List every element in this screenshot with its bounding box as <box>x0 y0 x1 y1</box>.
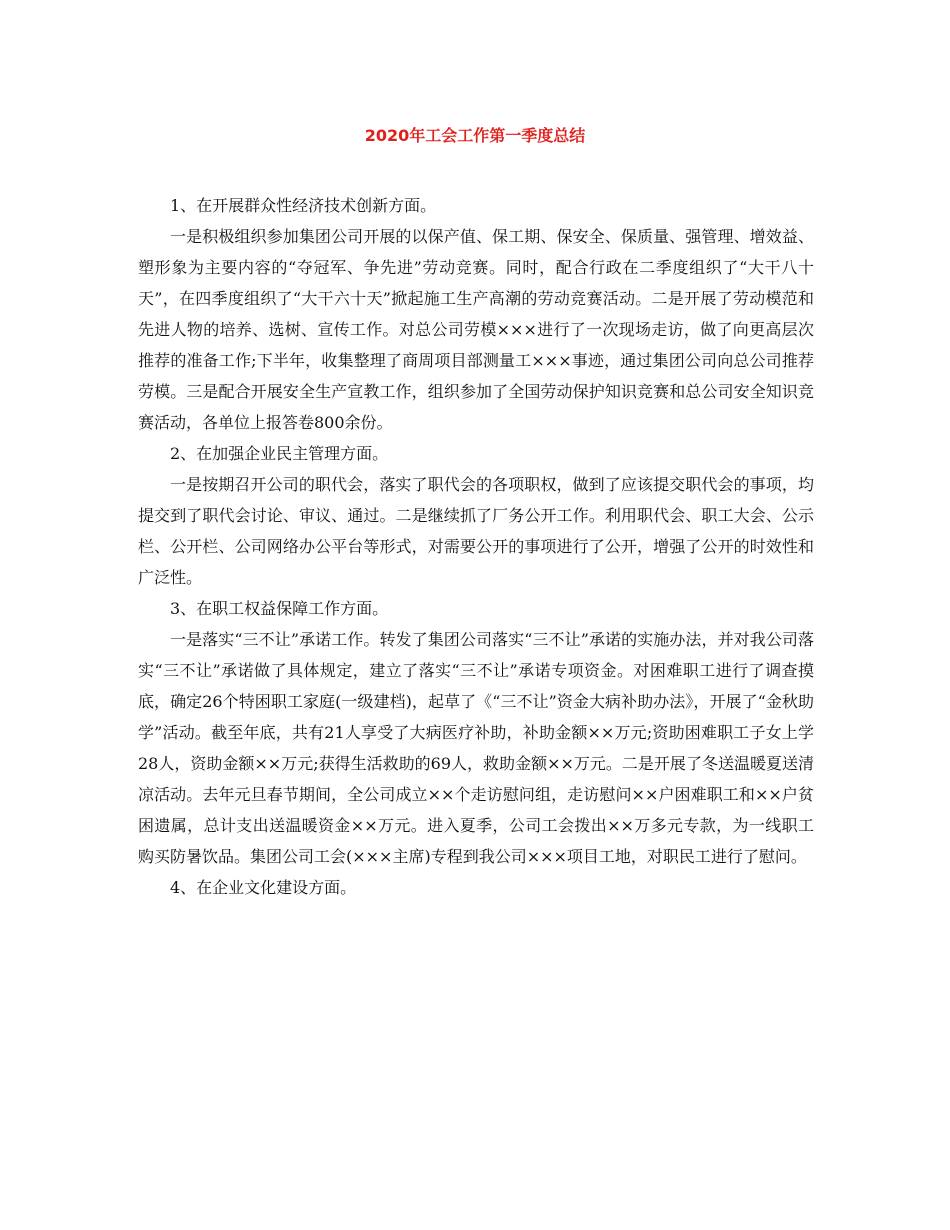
section-heading-4: 4、在企业文化建设方面。 <box>170 878 357 897</box>
section-heading-3: 3、在职工权益保障工作方面。 <box>170 599 389 618</box>
paragraph-2: 一是按期召开公司的职代会，落实了职代会的各项职权，做到了应该提交职代会的事项，均提交到了职代会讨论、审议、通过。二是继续抓了厂务公开工作。利用职代会、职工大会、公示栏、公开栏、公司网络办公平台等形式，对需要公开的事项进行了公开，增强了公开的时效性和广泛性。 <box>138 475 814 587</box>
document-title: 2020年工会工作第一季度总结 <box>364 126 586 145</box>
paragraph-3: 一是落实“三不让”承诺工作。转发了集团公司落实“三不让”承诺的实施办法，并对我公司落实“三不让”承诺做了具体规定，建立了落实“三不让”承诺专项资金。对困难职工进行了调查摸底，确定26个特困职工家庭(一级建档)，起草了《“三不让”资金大病补助办法》，开展了“金秋助学”活动。截至年底，共有21人享受了大病医疗补助，补助金额××万元;资助困难职工子女上学28人，资助金额××万元;获得生活救助的69人，救助金额××万元。二是开展了冬送温暖夏送清凉活动。去年元旦春节期间，全公司成立××个走访慰问组，走访慰问××户困难职工和××户贫困遗属，总计支出送温暖资金××万元。进入夏季，公司工会拨出××万多元专款，为一线职工购买防暑饮品。集团公司工会(×××主席)专程到我公司×××项目工地，对职民工进行了慰问。 <box>138 630 814 866</box>
paragraph-1: 一是积极组织参加集团公司开展的以保产值、保工期、保安全、保质量、强管理、增效益、塑形象为主要内容的“夺冠军、争先进”劳动竞赛。同时，配合行政在二季度组织了“大干八十天”，在四季度组织了“大干六十天”掀起施工生产高潮的劳动竞赛活动。二是开展了劳动模范和先进人物的培养、选树、宣传工作。对总公司劳模×××进行了一次现场走访，做了向更高层次推荐的准备工作;下半年，收集整理了商周项目部测量工×××事迹，通过集团公司向总公司推荐劳模。三是配合开展安全生产宣教工作，组织参加了全国劳动保护知识竞赛和总公司安全知识竞赛活动，各单位上报答卷800余份。 <box>138 227 814 432</box>
document-body <box>138 190 814 903</box>
section-heading-2: 2、在加强企业民主管理方面。 <box>170 444 389 463</box>
section-heading-1: 1、在开展群众性经济技术创新方面。 <box>170 196 437 215</box>
